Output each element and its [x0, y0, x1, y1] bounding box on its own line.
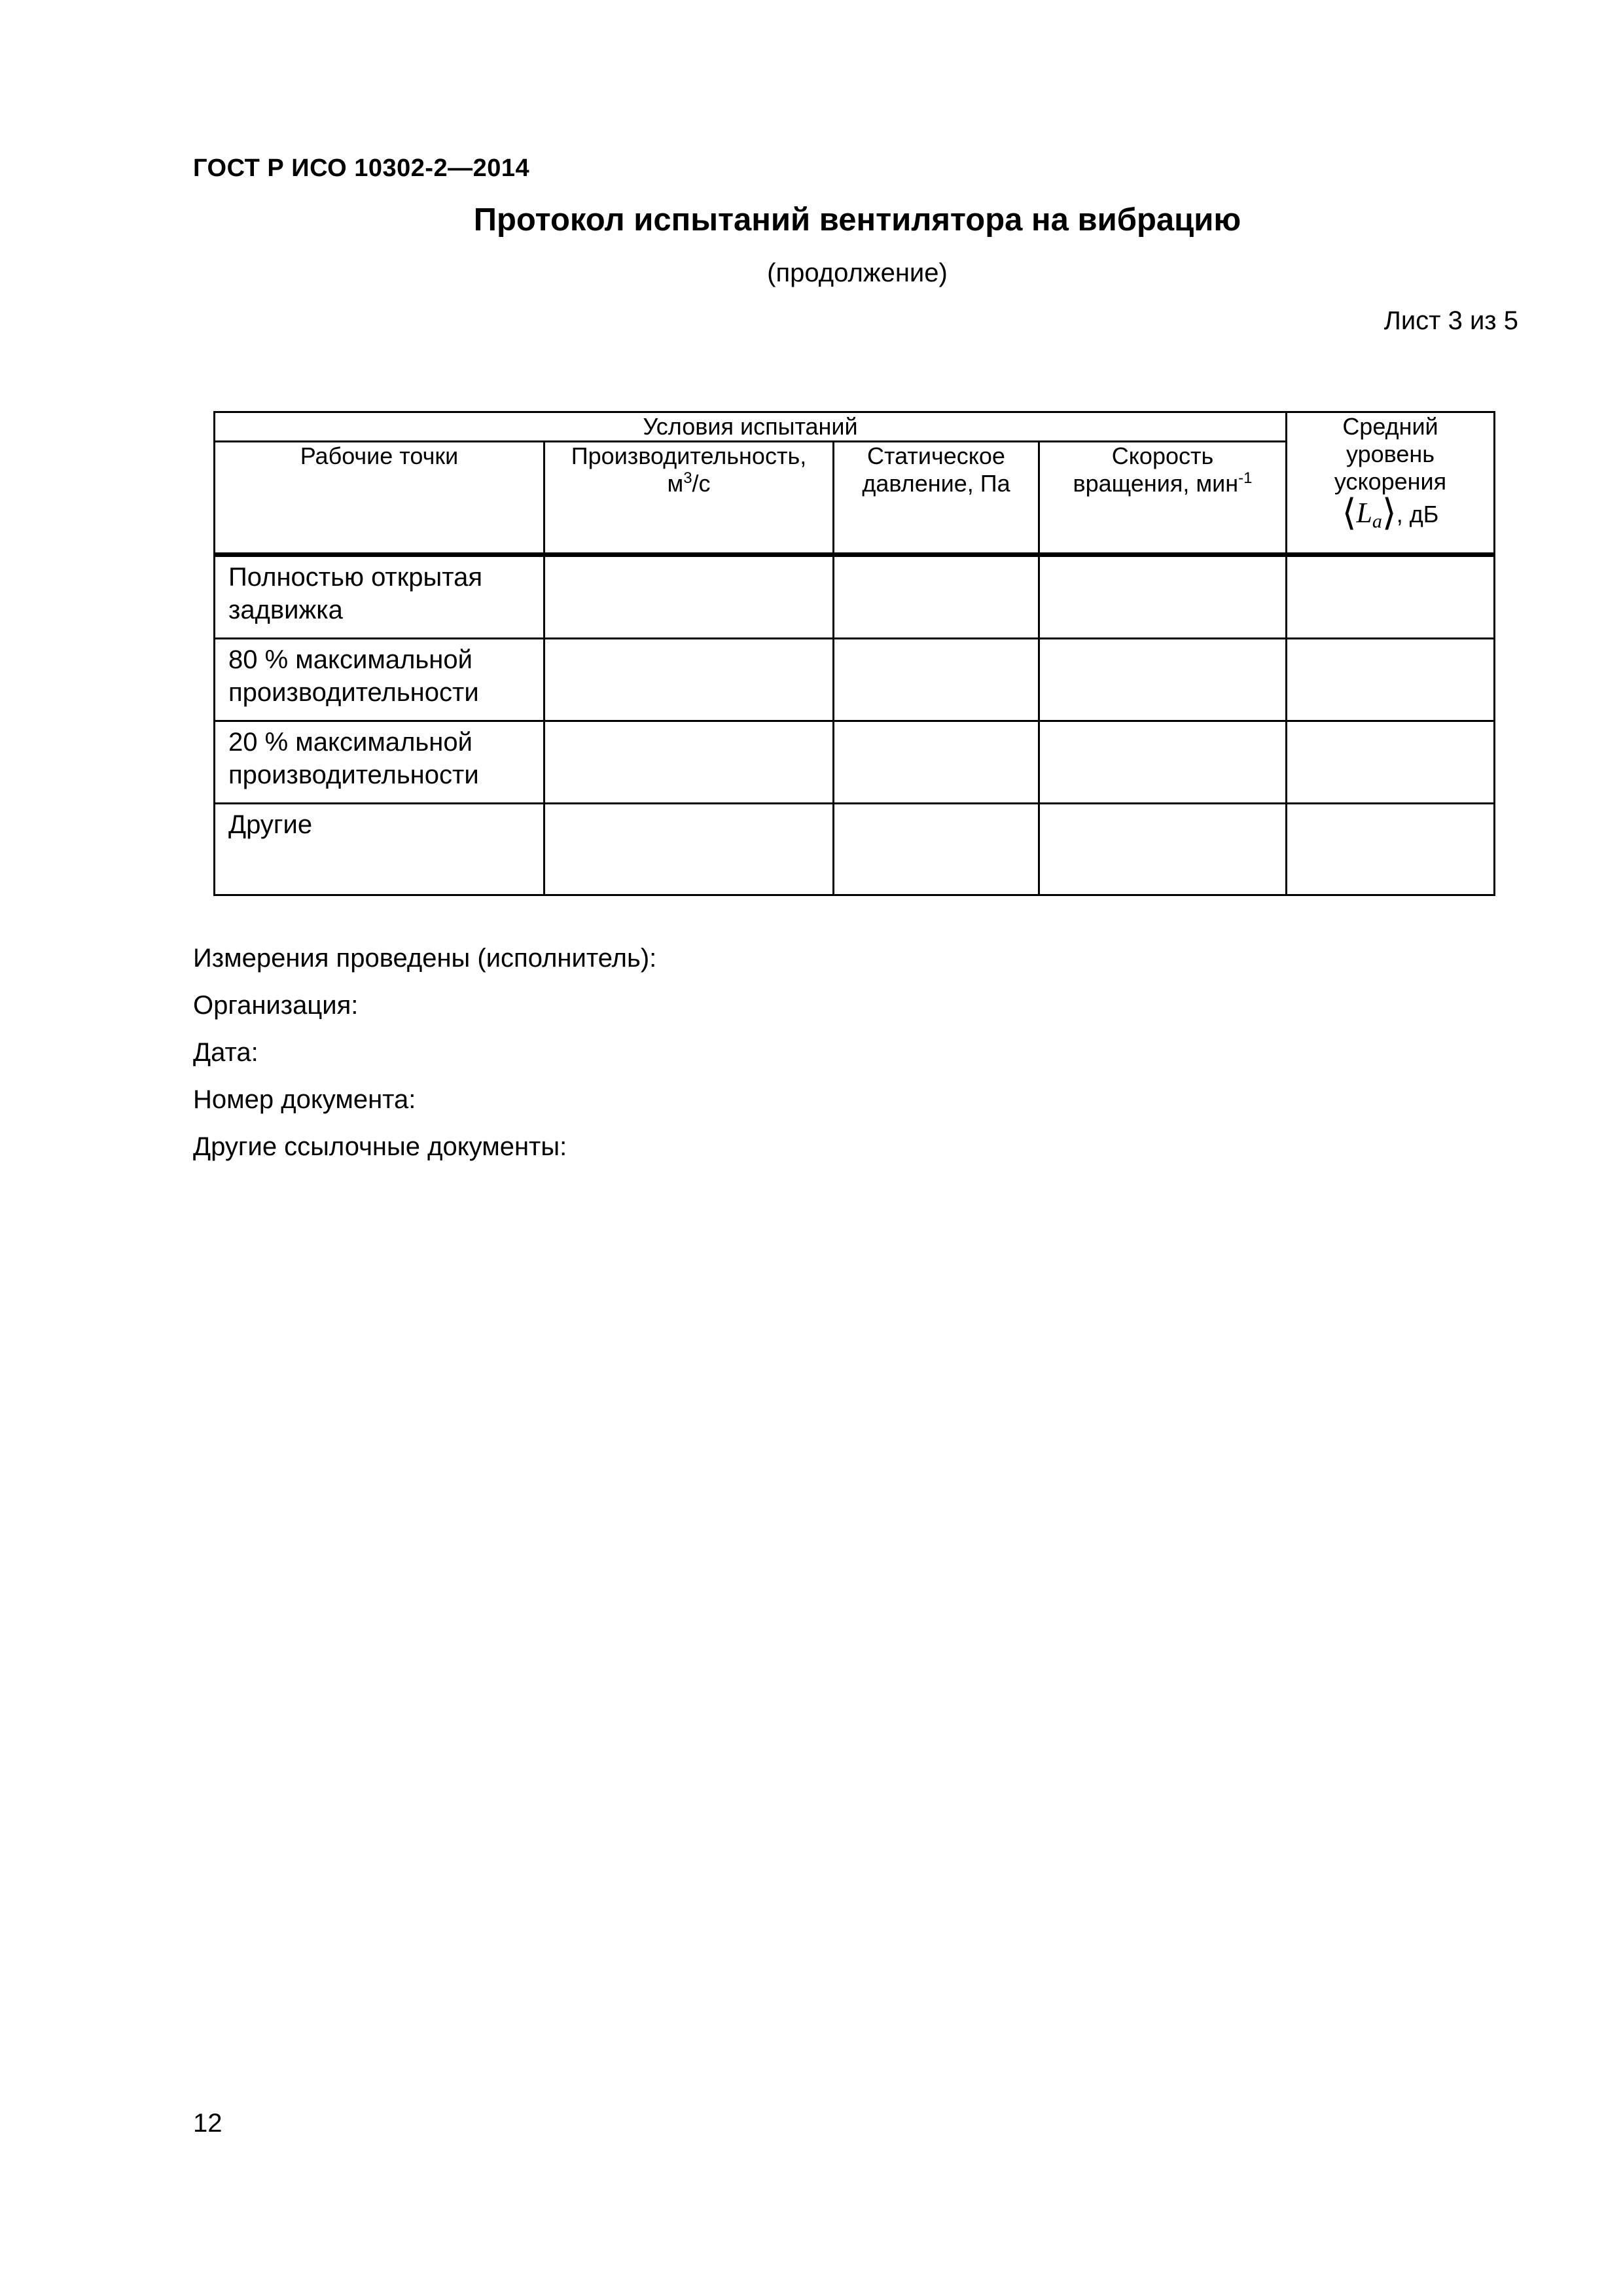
flow-unit-tail: /с: [692, 470, 711, 497]
flow-cell[interactable]: [544, 555, 834, 639]
document-title: Протокол испытаний вентилятора на вибрацию: [473, 202, 1241, 238]
flow-cell[interactable]: [544, 721, 834, 804]
avg-symbol: L: [1356, 497, 1372, 529]
speed-exp: -1: [1238, 469, 1253, 487]
pressure-cell[interactable]: [834, 804, 1039, 895]
row-label: Полностью открытая задвижка: [215, 555, 544, 639]
pressure-cell[interactable]: [834, 721, 1039, 804]
level-cell[interactable]: [1287, 804, 1495, 895]
signature-block: [193, 940, 656, 1175]
flow-rate-unit: [545, 470, 832, 497]
speed-cell[interactable]: [1039, 721, 1287, 804]
speed-cell[interactable]: [1039, 639, 1287, 721]
static-pressure-line-2: давление, Па: [862, 470, 1010, 497]
standard-designation: ГОСТ Р ИСО 10302-2—2014: [193, 154, 530, 182]
flow-rate-header: [544, 442, 834, 555]
document-number-line: Номер документа:: [193, 1085, 416, 1114]
level-cell[interactable]: [1287, 555, 1495, 639]
table-row: [215, 639, 1495, 721]
level-cell[interactable]: [1287, 639, 1495, 721]
organization-line: Организация:: [193, 991, 359, 1020]
document-subtitle: (продолжение): [767, 259, 948, 287]
left-angle-bracket: ⟨: [1342, 492, 1357, 534]
operating-points-header: Рабочие точки: [215, 442, 544, 555]
avg-line-1: Средний: [1342, 413, 1438, 440]
row-label: 80 % максимальной производительности: [215, 639, 544, 721]
table-row: [215, 555, 1495, 639]
table-row: [215, 804, 1495, 895]
sheet-number: Лист 3 из 5: [1383, 306, 1518, 335]
static-pressure-line-1: Статическое: [867, 442, 1005, 469]
level-cell[interactable]: [1287, 721, 1495, 804]
avg-acceleration-header: [1287, 412, 1495, 555]
rotation-speed-header: [1039, 442, 1287, 555]
test-conditions-header: Условия испытаний: [215, 412, 1287, 442]
speed-line-2: вращения, мин: [1073, 470, 1239, 497]
flow-unit-exp: 3: [683, 469, 692, 487]
flow-cell[interactable]: [544, 804, 834, 895]
pressure-cell[interactable]: [834, 555, 1039, 639]
avg-line-2: уровень: [1346, 440, 1435, 467]
other-documents-line: Другие ссылочные документы:: [193, 1132, 567, 1161]
page-number: 12: [193, 2109, 223, 2138]
speed-cell[interactable]: [1039, 555, 1287, 639]
test-protocol-table: [213, 411, 1495, 896]
row-label: Другие: [215, 804, 544, 895]
static-pressure-header: [834, 442, 1039, 555]
measured-by-line: Измерения проведены (исполнитель):: [193, 944, 657, 973]
right-angle-bracket: ⟩: [1382, 492, 1397, 534]
date-line: Дата:: [193, 1038, 259, 1067]
speed-line-1: Скорость: [1111, 442, 1214, 469]
flow-unit-base: м: [667, 470, 684, 497]
flow-cell[interactable]: [544, 639, 834, 721]
table-row: [215, 721, 1495, 804]
flow-rate-label: Производительность,: [571, 442, 807, 469]
avg-unit: , дБ: [1396, 501, 1439, 528]
pressure-cell[interactable]: [834, 639, 1039, 721]
avg-line-3: ускорения: [1334, 468, 1447, 495]
avg-formula: [1287, 492, 1493, 535]
speed-cell[interactable]: [1039, 804, 1287, 895]
avg-symbol-subscript: a: [1372, 511, 1382, 533]
row-label: 20 % максимальной производительности: [215, 721, 544, 804]
speed-line-2-wrap: [1040, 470, 1285, 497]
